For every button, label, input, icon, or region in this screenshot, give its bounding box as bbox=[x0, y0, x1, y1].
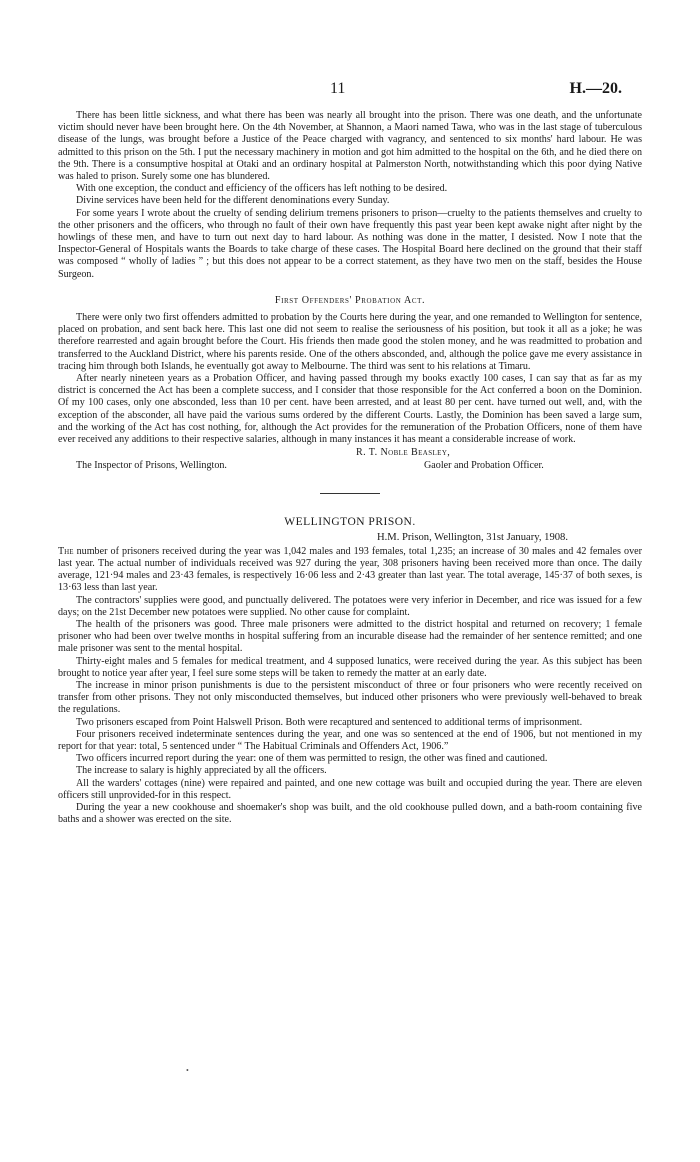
first-word: The bbox=[58, 545, 74, 557]
print-speck: • bbox=[186, 1066, 189, 1075]
signatory-name: R. T. Noble Beasley, bbox=[356, 447, 451, 459]
paragraph: With one exception, the conduct and efficiency of the officers has left nothing to be desired. bbox=[76, 183, 448, 195]
paragraph: Divine services have been held for the different denominations every Sunday. bbox=[76, 195, 390, 207]
paragraph: Four prisoners received indeterminate sentences during the year, and one was so sentenced at the end of 1906, but not mentioned in my report for that year: total, 5 sentenced under “ The Habitual Criminals and Offenders Act, 1906.” bbox=[58, 728, 642, 752]
paragraph: All the warders' cottages (nine) were repaired and painted, and one new cottage was built and occupied during the year. There are eleven officers still unprovided-for in this respect. bbox=[58, 777, 642, 801]
page-body bbox=[58, 110, 642, 826]
paragraph: The health of the prisoners was good. Three male prisoners were admitted to the district hospital and returned on recovery; 1 female prisoner who had been over twelve months in hospital suffering from an incurable disease had the remainder of her sentence remitted; and one male prisoner was sent to the mental hospital. bbox=[58, 618, 642, 655]
paragraph-text: number of prisoners received during the year was 1,042 males and 193 females, total 1,235; an increase of 30 males and 42 females over last year. The actual number of individuals received was 927 during the year, 308 prisoners having been received more than once. The daily average, 121·94 males and 23·43 females, is respectively 16·06 less and 2·43 greater than last year. The total average, 145·37 of both sexes, is 13·63 less than last year. bbox=[58, 545, 642, 594]
paragraph bbox=[58, 546, 642, 595]
paragraph: During the year a new cookhouse and shoemaker's shop was built, and the old cookhouse pulled down, and a bath-room containing five baths and a shower was erected on the site. bbox=[58, 801, 642, 826]
section-heading: First Offenders' Probation Act. bbox=[274, 294, 426, 306]
paragraph: After nearly nineteen years as a Probation Officer, and having passed through my books exactly 100 cases, I can say that as far as my district is concerned the Act has been a complete success, and I consider that those responsible for the Act conferred a boon on the Dominion. Of my 100 cases, only one absconded, less than 10 per cent. have been arrested, and at least 80 per cent. have turned out well, and, with the exception of the absconder, all have paid the various sums ordered by the different Courts. Lastly, the Dominion has been saved a large sum, and the working of the Act has cost nothing, for, although the Act provides for the remuneration of the Probation Officers, none of them have ever received any additions to their respective salaries, although in many instances it has meant a considerable increase of work. bbox=[58, 373, 642, 446]
signatory-title: Gaoler and Probation Officer. bbox=[424, 460, 544, 472]
document-reference: H.—20. bbox=[569, 80, 622, 97]
paragraph: There were only two first offenders admitted to probation by the Courts here during the year, and one remanded to Wellington for sentence, placed on probation, and sent back here. This last one did not seem to realise the seriousness of his position, but took it all as a joke; he was therefore rearrested and again brought before the Court. His friends then made good the stolen money, and he was readmitted to probation and transferred to the Auckland District, where his parents reside. One of the others absconded, and, although the police gave me every assistance in tracing him through both Islands, he eventually got away to Melbourne. The third was sent to his relations at Timaru. bbox=[58, 312, 642, 372]
paragraph: For some years I wrote about the cruelty of sending delirium tremens prisoners to prison—cruelty to the patients themselves and cruelty to the other prisoners and the officers, who through no fault of their own have frequently this past year been kept awake night after night by the howlings of these men, and have to turn out next day to hard labour. As nothing was done in the matter, I desisted. Now I note that the Inspector-General of Hospitals wants the Boards to take charge of these cases. The Hospital Board here declined on the ground that their staff was composed “ wholly of ladies ” ; but this does not appear to be a correct statement, as they have two men on the staff, besides the House Surgeon. bbox=[58, 207, 642, 280]
paragraph: Two officers incurred report during the year: one of them was permitted to resign, the other was fined and cautioned. bbox=[76, 753, 548, 765]
paragraph: Thirty-eight males and 5 females for medical treatment, and 4 supposed lunatics, were received during the year. As this subject has been brought to notice year after year, I feel sure some steps will be taken to remedy the matter at an early date. bbox=[58, 655, 642, 679]
paragraph: Two prisoners escaped from Point Halswell Prison. Both were recaptured and sentenced to additional terms of imprisonment. bbox=[76, 716, 583, 728]
page-header bbox=[0, 80, 700, 104]
section-first-offenders bbox=[58, 295, 642, 475]
paragraph: The increase in minor prison punishments is due to the persistent misconduct of three or four prisoners who were recently received on transfer from other prisons. They not only misconducted themselves, but induced other prisoners who were previously well-behaved to break the regulations. bbox=[58, 679, 642, 716]
section-heading: WELLINGTON PRISON. bbox=[284, 516, 416, 529]
dateline: H.M. Prison, Wellington, 31st January, 1908. bbox=[376, 532, 568, 544]
paragraph: There has been little sickness, and what there has been was nearly all brought into the prison. There was one death, and the unfortunate victim should never have been brought here. On the 4th November, at Shannon, a Maori named Tawa, who was in the last stage of tuberculous disease of the lungs, was brought before a Justice of the Peace charged with vagrancy, and sentenced to six months' hard labour. He was admitted to this prison on the 5th. I put the necessary machinery in motion and got him admitted to the hospital on the 6th, and he died there on the 9th. There is a consumptive hospital at Otaki and an ordinary hospital at Palmerston North, notwithstanding which this poor dying Native was haled to prison. Surely some one has blundered. bbox=[58, 110, 642, 183]
addressee: The Inspector of Prisons, Wellington. bbox=[76, 460, 227, 472]
section-divider bbox=[320, 493, 380, 494]
section-sickness-report bbox=[58, 110, 642, 281]
page-number: 11 bbox=[330, 80, 346, 97]
signature-block bbox=[58, 447, 642, 475]
section-wellington-prison bbox=[58, 516, 642, 826]
paragraph: The increase to salary is highly appreciated by all the officers. bbox=[76, 765, 327, 777]
paragraph: The contractors' supplies were good, and punctually delivered. The potatoes were very inferior in December, and rice was issued for a few days; on the 21st December new potatoes were supplied. No other cause for complaint. bbox=[58, 594, 642, 618]
